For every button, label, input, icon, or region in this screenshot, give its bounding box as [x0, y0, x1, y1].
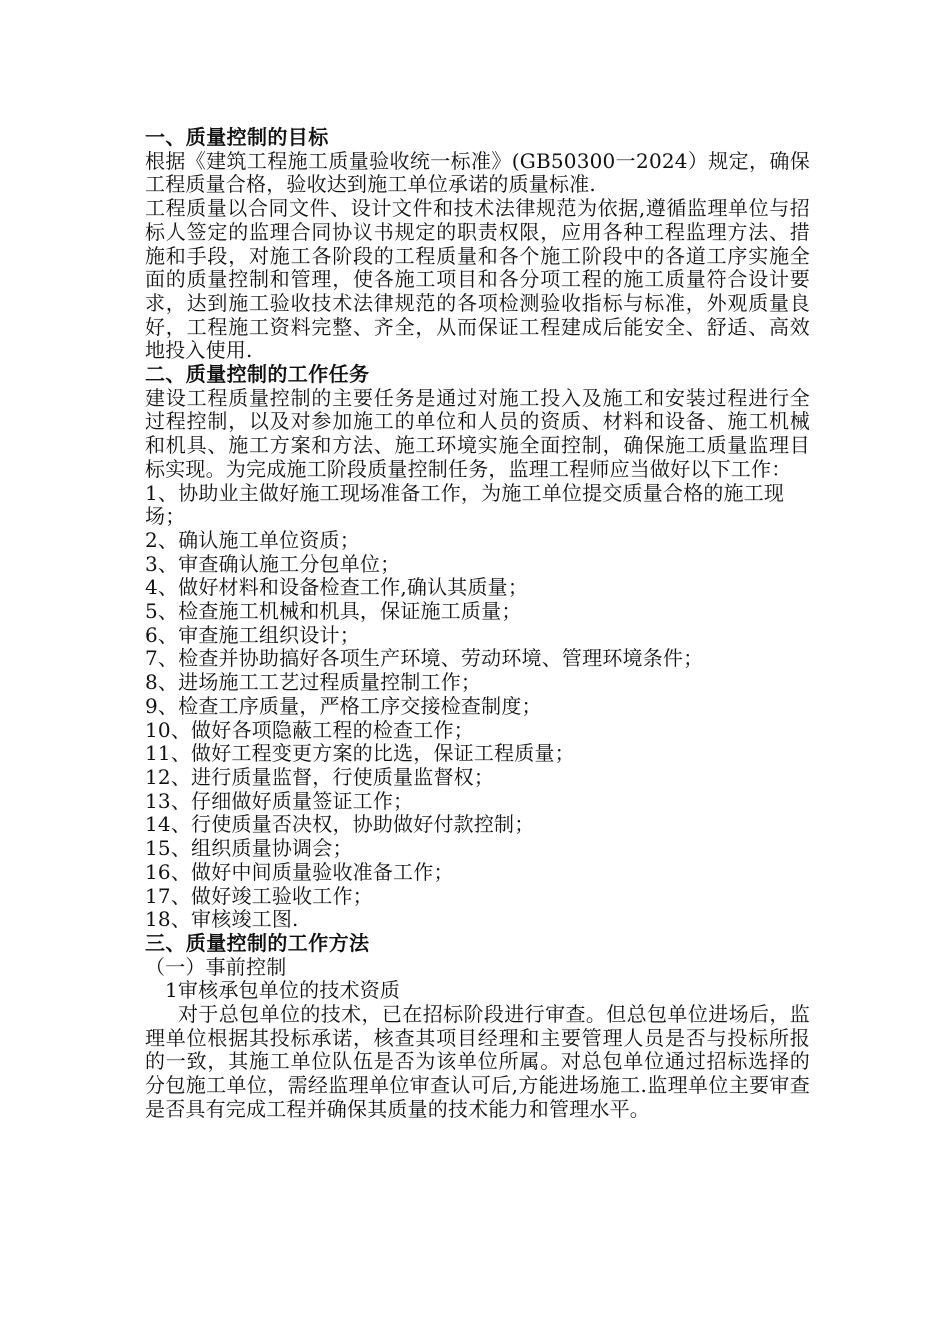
task-list-item: 1、协助业主做好施工现场准备工作，为施工单位提交质量合格的施工现场； [145, 480, 785, 529]
section-1-paragraph-1: 根据《建筑工程施工质量验收统一标准》(GB50300一2024）规定，确保工程质量合格，验收达到施工单位承诺的质量标准. [145, 148, 810, 197]
task-list-item: 15、组织质量协调会； [145, 836, 353, 861]
task-list-item: 11、做好工程变更方案的比选，保证工程质量； [145, 741, 575, 766]
section-3-item-title: 1审核承包单位的技术资质 [165, 978, 401, 1003]
task-list-item: 7、检查并协助搞好各项生产环境、劳动环境、管理环境条件； [145, 646, 704, 671]
task-list-item: 4、做好材料和设备检查工作,确认其质量； [145, 575, 529, 600]
section-3-heading: 三、质量控制的工作方法 [145, 930, 370, 955]
task-list-item: 6、审查施工组织设计； [145, 622, 360, 647]
task-list-item: 13、仔细做好质量签证工作； [145, 788, 414, 813]
task-list-item: 10、做好各项隐蔽工程的检查工作； [145, 717, 474, 742]
section-1-heading: 一、质量控制的目标 [145, 125, 329, 149]
task-list-item: 8、进场施工工艺过程质量控制工作； [145, 670, 482, 695]
task-list-item: 9、检查工序质量，严格工序交接检查制度； [145, 693, 542, 718]
section-1-paragraph-2: 工程质量以合同文件、设计文件和技术法律规范为依据,遵循监理单位与招标人签定的监理合同协议书规定的职责权限，应用各种工程监理方法、措施和手段，对施工各阶段的工程质量和各个施工阶段中的各道工序实施全面的质量控制和管理，使各施工项目和各分项工程的施工质量符合设计要求，达到施工验收技术法律规范的各项检测验收指标与标准，外观质量良好，工程施工资料完整、齐全，从而保证工程建成后能安全、舒适、高效地投入使用. [145, 196, 810, 363]
task-list-item: 18、审核竣工图. [145, 907, 299, 932]
task-list-item: 2、确认施工单位资质； [145, 527, 360, 552]
task-list-item: 12、进行质量监督，行使质量监督权； [145, 764, 495, 789]
task-list-item: 16、做好中间质量验收准备工作； [145, 859, 454, 884]
section-3-paragraph: 对于总包单位的技术，已在招标阶段进行审查。但总包单位进场后，监理单位根据其投标承诺，核查其项目经理和主要管理人员是否与投标所报的一致，其施工单位队伍是否为该单位所属。对总包单位通过招标选择的分包施工单位，需经监理单位审查认可后,方能进场施工.监理单位主要审查是否具有完成工程并确保其质量的技术能力和管理水平。 [145, 1002, 810, 1121]
task-list-item: 5、检查施工机械和机具，保证施工质量； [145, 599, 522, 624]
task-list-item: 14、行使质量否决权，协助做好付款控制； [145, 812, 535, 837]
task-list-item: 17、做好竣工验收工作； [145, 883, 373, 908]
task-list [145, 482, 810, 932]
document-body [145, 126, 810, 1122]
task-list-item: 3、审查确认施工分包单位； [145, 551, 401, 576]
section-2-heading: 二、质量控制的工作任务 [145, 362, 370, 387]
section-3-subheading: （一）事前控制 [145, 954, 287, 979]
section-2-intro: 建设工程质量控制的主要任务是通过对施工投入及施工和安装过程进行全过程控制，以及对参加施工的单位和人员的资质、材料和设备、施工机械和机具、施工方案和方法、施工环境实施全面控制，确保施工质量监理目标实现。为完成施工阶段质量控制任务，监理工程师应当做好以下工作： [145, 385, 810, 481]
